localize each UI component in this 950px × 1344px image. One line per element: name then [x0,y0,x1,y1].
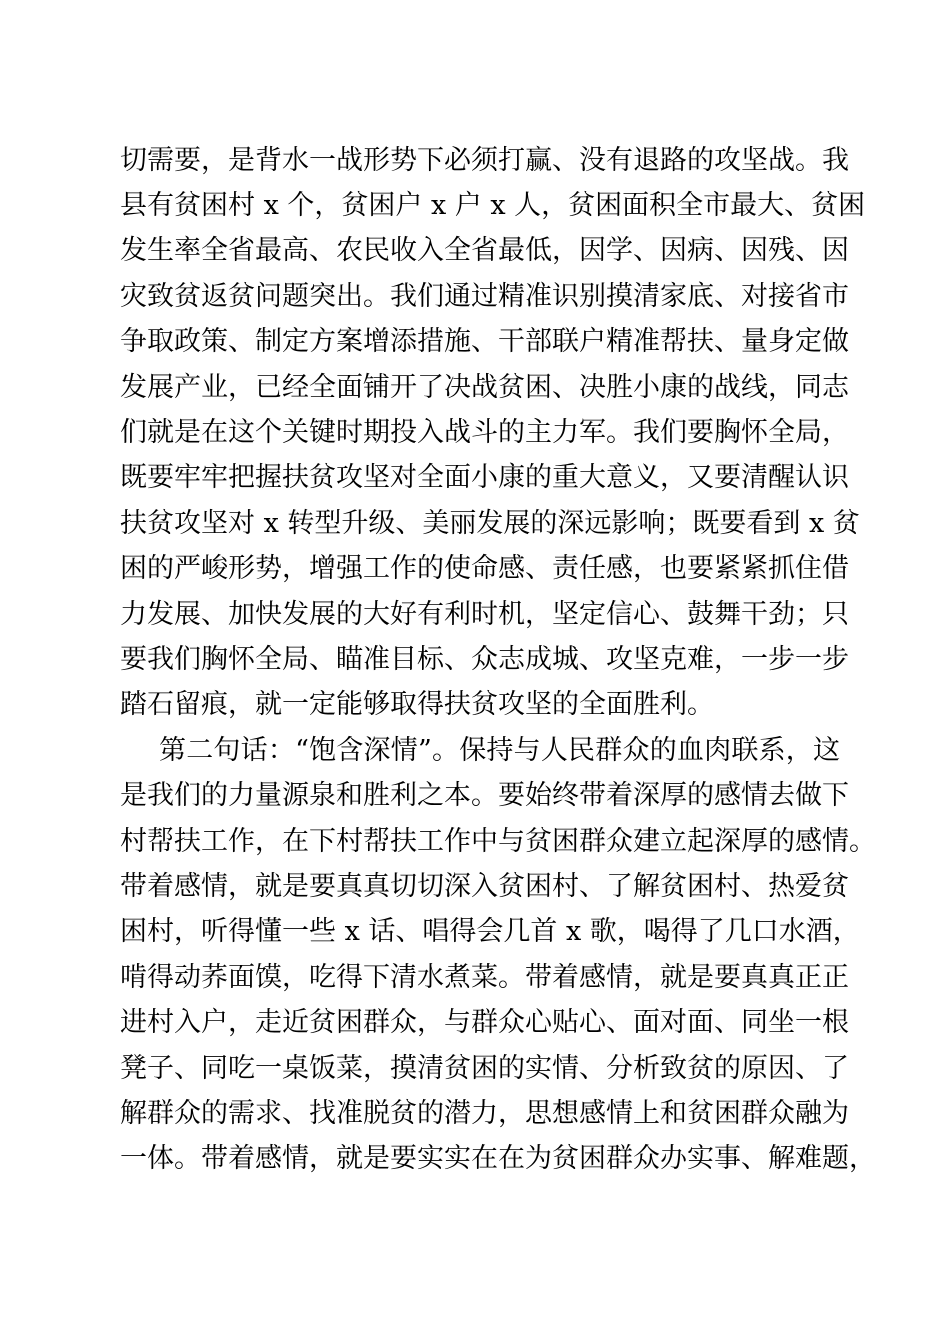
text-line: 扶贫攻坚对 x 转型升级、美丽发展的深远影响；既要看到 x 贫 [120,508,860,539]
text-line: 力发展、加快发展的大好有利时机，坚定信心、鼓舞干劲；只 [120,599,849,630]
text-line: 啃得动荞面馍，吃得下清水煮菜。带着感情，就是要真真正正 [120,962,849,993]
text-line: 要我们胸怀全局、瞄准目标、众志成城、攻坚克难，一步一步 [120,644,849,675]
text-line: 争取政策、制定方案增添措施、干部联户精准帮扶、量身定做 [120,326,849,357]
text-line: 进村入户，走近贫困群众，与群众心贴心、面对面、同坐一根 [120,1007,849,1038]
text-line: 发生率全省最高、农民收入全省最低，因学、因病、因残、因 [120,235,849,266]
text-line: 们就是在这个关键时期投入战斗的主力军。我们要胸怀全局， [120,417,849,448]
text-line: 困村，听得懂一些 x 话、唱得会几首 x 歌，喝得了几口水酒， [120,916,860,947]
paragraph-heading-line: 第二句话：“饱含深情”。保持与人民群众的血肉联系，这 [159,735,840,766]
text-line: 带着感情，就是要真真切切深入贫困村、了解贫困村、热爱贫 [120,871,849,902]
text-line: 切需要，是背水一战形势下必须打赢、没有退路的攻坚战。我 [120,145,849,176]
text-line: 村帮扶工作，在下村帮扶工作中与贫困群众建立起深厚的感情。 [120,826,876,857]
text-line: 一体。带着感情，就是要实实在在为贫困群众办实事、解难题， [120,1143,876,1174]
text-line: 解群众的需求、找准脱贫的潜力，思想感情上和贫困群众融为 [120,1098,849,1129]
text-line: 困的严峻形势，增强工作的使命感、责任感，也要紧紧抓住借 [120,553,849,584]
text-line: 县有贫困村 x 个，贫困户 x 户 x 人，贫困面积全市最大、贫困 [120,190,866,221]
text-line: 既要牢牢把握扶贫攻坚对全面小康的重大意义，又要清醒认识 [120,462,849,493]
text-line: 凳子、同吃一桌饭菜，摸清贫困的实情、分析致贫的原因、了 [120,1053,849,1084]
text-line: 是我们的力量源泉和胜利之本。要始终带着深厚的感情去做下 [120,780,849,811]
text-line-paragraph-end: 踏石留痕，就一定能够取得扶贫攻坚的全面胜利。 [120,689,714,720]
text-line: 灾致贫返贫问题突出。我们通过精准识别摸清家底、对接省市 [120,281,849,312]
text-line: 发展产业，已经全面铺开了决战贫困、决胜小康的战线，同志 [120,372,849,403]
